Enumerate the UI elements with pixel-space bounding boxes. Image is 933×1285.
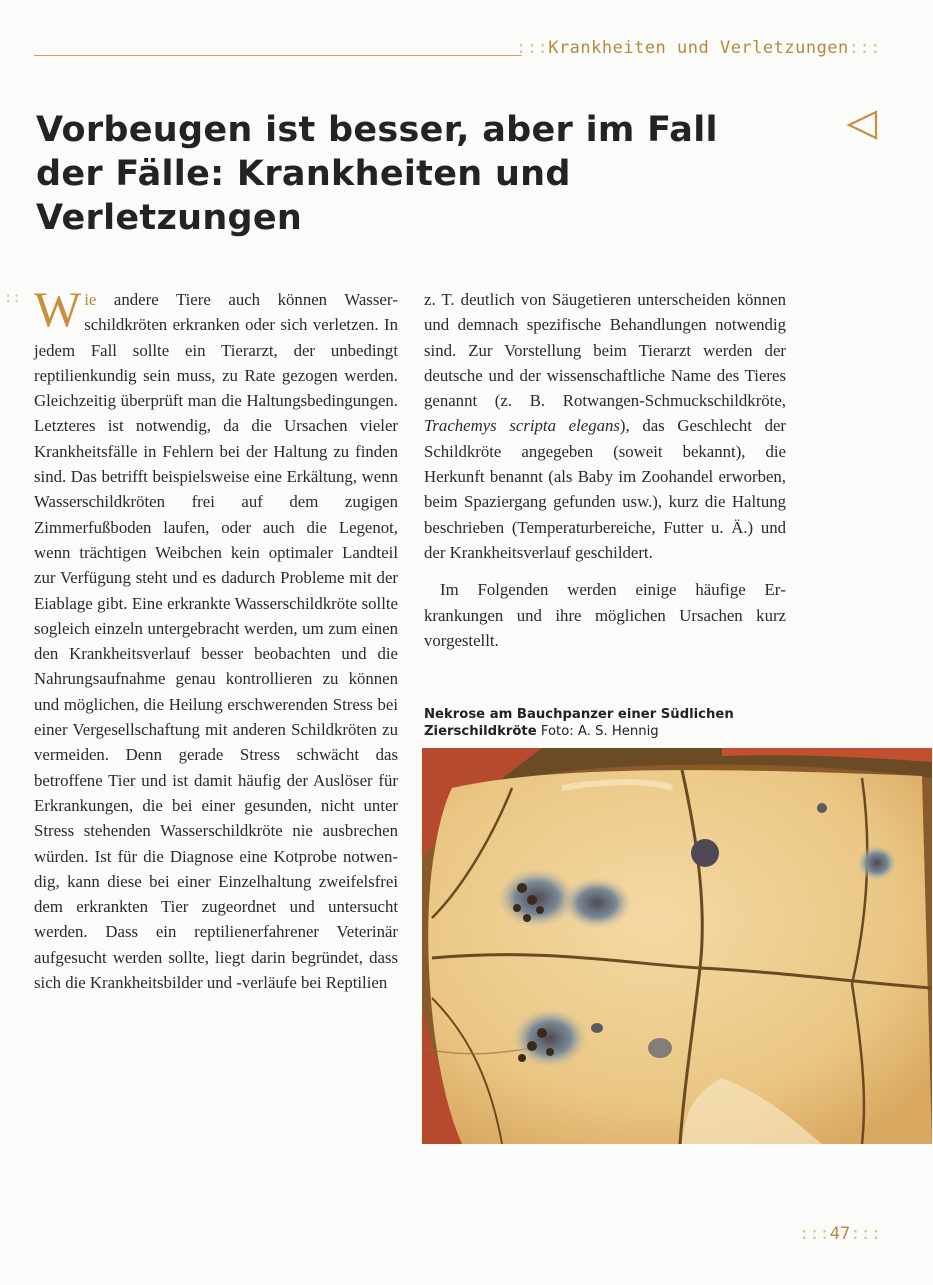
page-dots-left: :::: [799, 1224, 830, 1244]
section-title: Krankheiten und Verletzungen: [548, 38, 849, 58]
right-paragraph-2: Im Folgenden werden einige häufige Erkrankungen und ihre möglichen Ursachen kurz vorgestellt.: [424, 580, 786, 650]
photo-caption: [424, 706, 804, 740]
header-rule: [34, 55, 522, 56]
page-title: Vorbeugen ist besser, aber im Fall der Fälle: Krankheiten und Verletzungen: [36, 110, 718, 238]
side-marker: ::: [4, 290, 21, 306]
right-column: [424, 287, 786, 653]
first-word-rest: ie: [84, 290, 97, 309]
triangle-left-icon: [846, 110, 878, 140]
turtle-plastron-photo: [422, 748, 932, 1144]
page-number: [799, 1224, 881, 1244]
running-head: [516, 38, 881, 58]
page-dots-right: :::: [850, 1224, 881, 1244]
right-paragraph-1: [424, 287, 786, 565]
left-column-text: andere Tiere auch können Wasserschildkröten erkranken oder sich verletzen. In jedem Fall sollte ein Tierarzt, der unbedingt reptilienkundig sein muss, zu Rate gezogen werden. Gleichzeitig überprüft man die Haltungsbedingungen. Letzteres ist notwendig, da die Ursachen vieler Krankheitsfälle in Fehlern bei der Haltung zu finden sind. Das betrifft beispielsweise eine Erkältung, wenn Wasserschildkröten frei auf dem zugigen Zimmerfußboden laufen, oder auch die Legenot, wenn trächtigen Weibchen kein optimaler Landteil zur Verfügung steht und es dadurch Probleme mit der Eiablage gibt. Eine erkrankte Wasserschildkröte sollte sogleich einzeln untergebracht werden, um zum einen den Krankheitsverlauf besser beobachten und die Nahrungsaufnahme genau kontrollieren zu können und möglichen, die Heilung erschwerenden Stress bei einer Vergesellschaftung mit anderen Schildkröten zu vermeiden. Denn gerade Stress schwächt das betroffene Tier und ist damit häufig der Auslöser für Erkrankungen, die bei einer gesunden, nicht unter Stress stehenden Wasserschildkröte nie ausbrechen würden. Ist für die Diagnose eine Kotprobe notwendig, kann diese bei einer Einzelhaltung zweifelsfrei dem erkrankten Tier zugeordnet und untersucht werden. Dass ein reptilienerfahrener Veterinär aufgesucht werden sollte, liegt darin begründet, dass sich die Krankheitsbilder und -verläufe bei Reptilien: [34, 290, 398, 993]
header-dots-left: :::: [515, 38, 549, 58]
page-number-value: 47: [829, 1224, 851, 1244]
header-dots-right: :::: [848, 38, 881, 58]
scientific-name: Trachemys scripta elegans: [424, 416, 620, 436]
drop-cap: W: [34, 281, 82, 337]
right-text-1: z. T. deutlich von Säugetieren unterscheiden können und demnach spezifische Behandlungen notwendig sind. Zur Vorstellung beim Tierarzt werden der deutsche und der wissenschaftliche Name des Tieres genannt (z. B. Rotwangen-Schmuckschildkröte,: [424, 290, 786, 411]
intro-paragraph: [34, 281, 398, 995]
right-text-2: ), das Geschlecht der Schildkröte angegeben (soweit bekannt), die Herkunft benannt (als Baby im Zoohandel erworben, beim Spaziergang gefunden usw.), kurz die Haltung beschrieben (Temperaturbereiche, Futter u. Ä.) und der Krankheitsverlauf geschildert.: [424, 416, 786, 562]
photo-credit: Foto: A. S. Hennig: [536, 724, 659, 739]
caption-title: Nekrose am Bauchpanzer einer Südlichen Zierschildkröte: [424, 707, 734, 739]
left-column: [34, 281, 398, 995]
plastron-image: [422, 748, 932, 1144]
